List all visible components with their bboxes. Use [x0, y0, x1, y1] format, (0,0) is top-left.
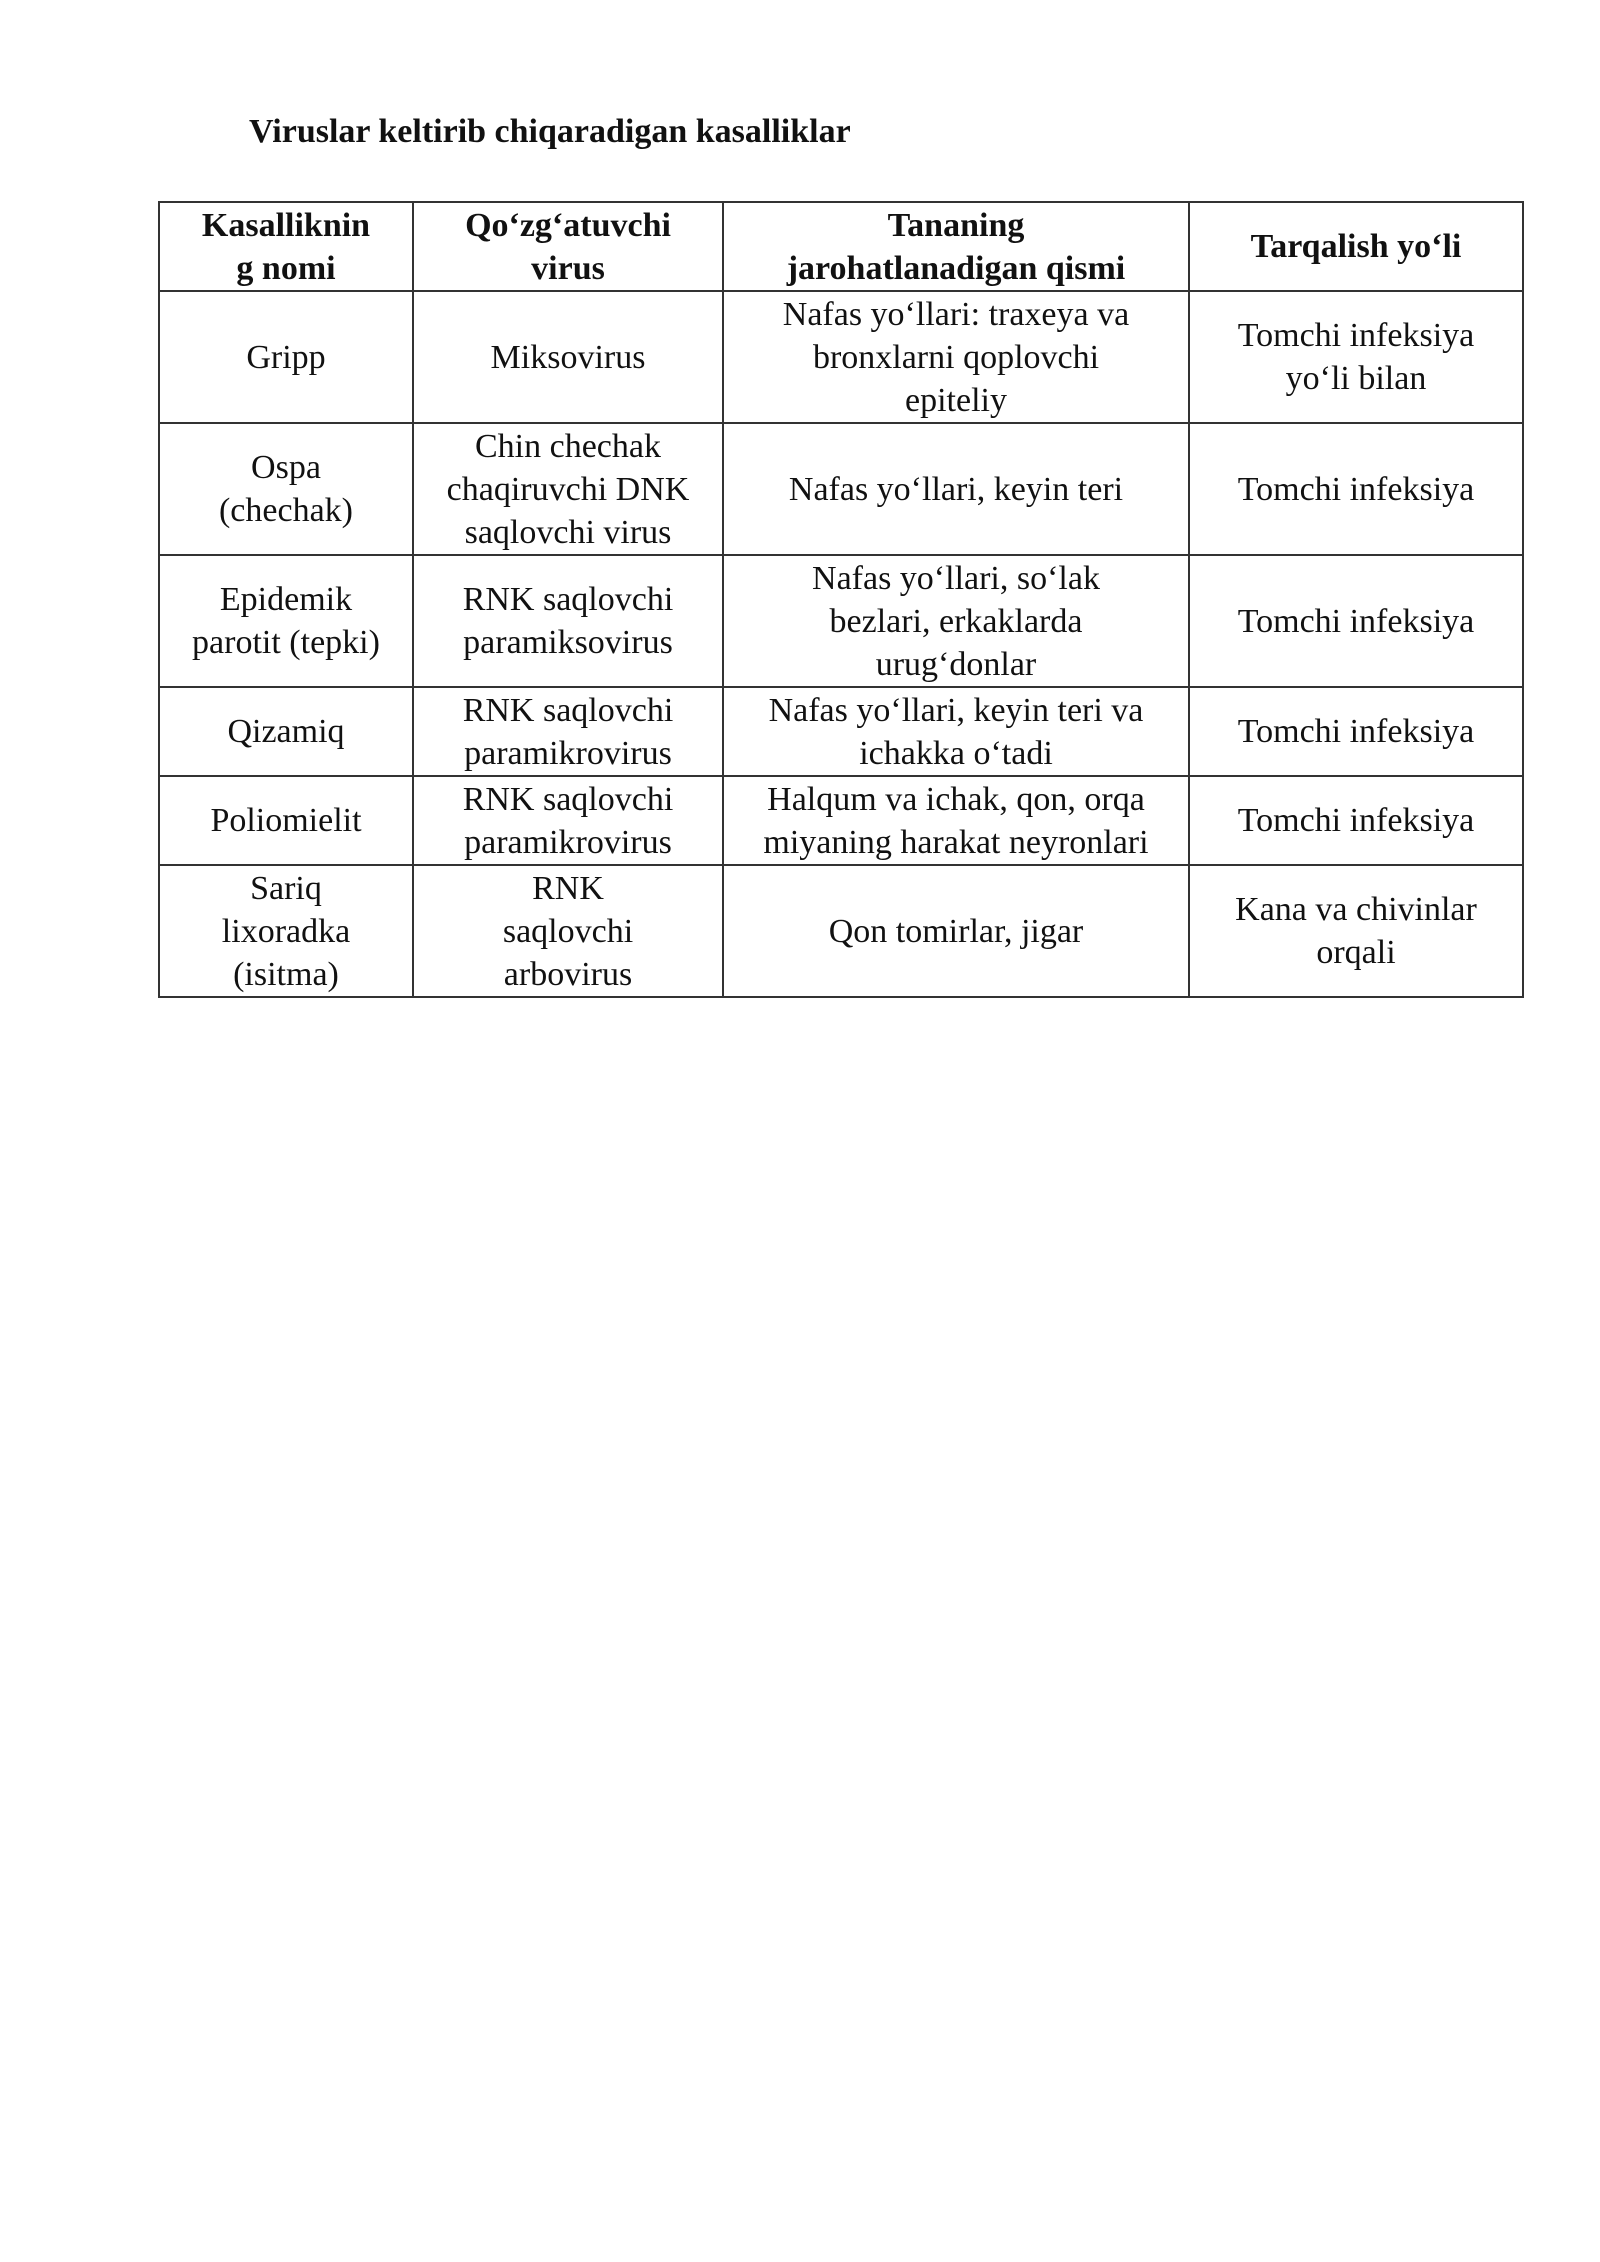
cell-virus: RNK saqlovchi paramikrovirus	[413, 776, 723, 865]
table-row	[159, 555, 1523, 687]
cell-body-part: Nafas yo‘llari, keyin teri	[723, 423, 1189, 555]
table-row	[159, 423, 1523, 555]
cell-transmission: Tomchi infeksiya	[1189, 555, 1523, 687]
cell-virus: RNK saqlovchi paramiksovirus	[413, 555, 723, 687]
cell-body-part: Qon tomirlar, jigar	[723, 865, 1189, 997]
table-row	[159, 291, 1523, 423]
cell-body-part: Nafas yo‘llari, so‘lak bezlari, erkaklarda urug‘donlar	[723, 555, 1189, 687]
cell-virus: RNK saqlovchi arbovirus	[413, 865, 723, 997]
cell-disease: Ospa (chechak)	[159, 423, 413, 555]
header-affected-body-part: Tananing jarohatlanadigan qismi	[723, 202, 1189, 291]
cell-transmission: Tomchi infeksiya	[1189, 776, 1523, 865]
cell-transmission: Tomchi infeksiya	[1189, 423, 1523, 555]
cell-virus: Miksovirus	[413, 291, 723, 423]
cell-disease: Gripp	[159, 291, 413, 423]
header-disease-name: Kasalliknin g nomi	[159, 202, 413, 291]
cell-disease: Epidemik parotit (tepki)	[159, 555, 413, 687]
cell-disease: Poliomielit	[159, 776, 413, 865]
cell-virus: RNK saqlovchi paramikrovirus	[413, 687, 723, 776]
table-row	[159, 865, 1523, 997]
cell-body-part: Halqum va ichak, qon, orqa miyaning harakat neyronlari	[723, 776, 1189, 865]
table-row	[159, 776, 1523, 865]
cell-virus: Chin chechak chaqiruvchi DNK saqlovchi virus	[413, 423, 723, 555]
cell-disease: Sariq lixoradka (isitma)	[159, 865, 413, 997]
cell-body-part: Nafas yo‘llari, keyin teri va ichakka o‘tadi	[723, 687, 1189, 776]
cell-disease: Qizamiq	[159, 687, 413, 776]
cell-transmission: Tomchi infeksiya	[1189, 687, 1523, 776]
page-title: Viruslar keltirib chiqaradigan kasalliklar	[249, 113, 851, 150]
cell-transmission: Kana va chivinlar orqali	[1189, 865, 1523, 997]
diseases-table	[158, 201, 1524, 998]
cell-body-part: Nafas yo‘llari: traxeya va bronxlarni qoplovchi epiteliy	[723, 291, 1189, 423]
header-causative-virus: Qo‘zg‘atuvchi virus	[413, 202, 723, 291]
table-header-row	[159, 202, 1523, 291]
table-row	[159, 687, 1523, 776]
cell-transmission: Tomchi infeksiya yo‘li bilan	[1189, 291, 1523, 423]
header-transmission-route: Tarqalish yo‘li	[1189, 202, 1523, 291]
